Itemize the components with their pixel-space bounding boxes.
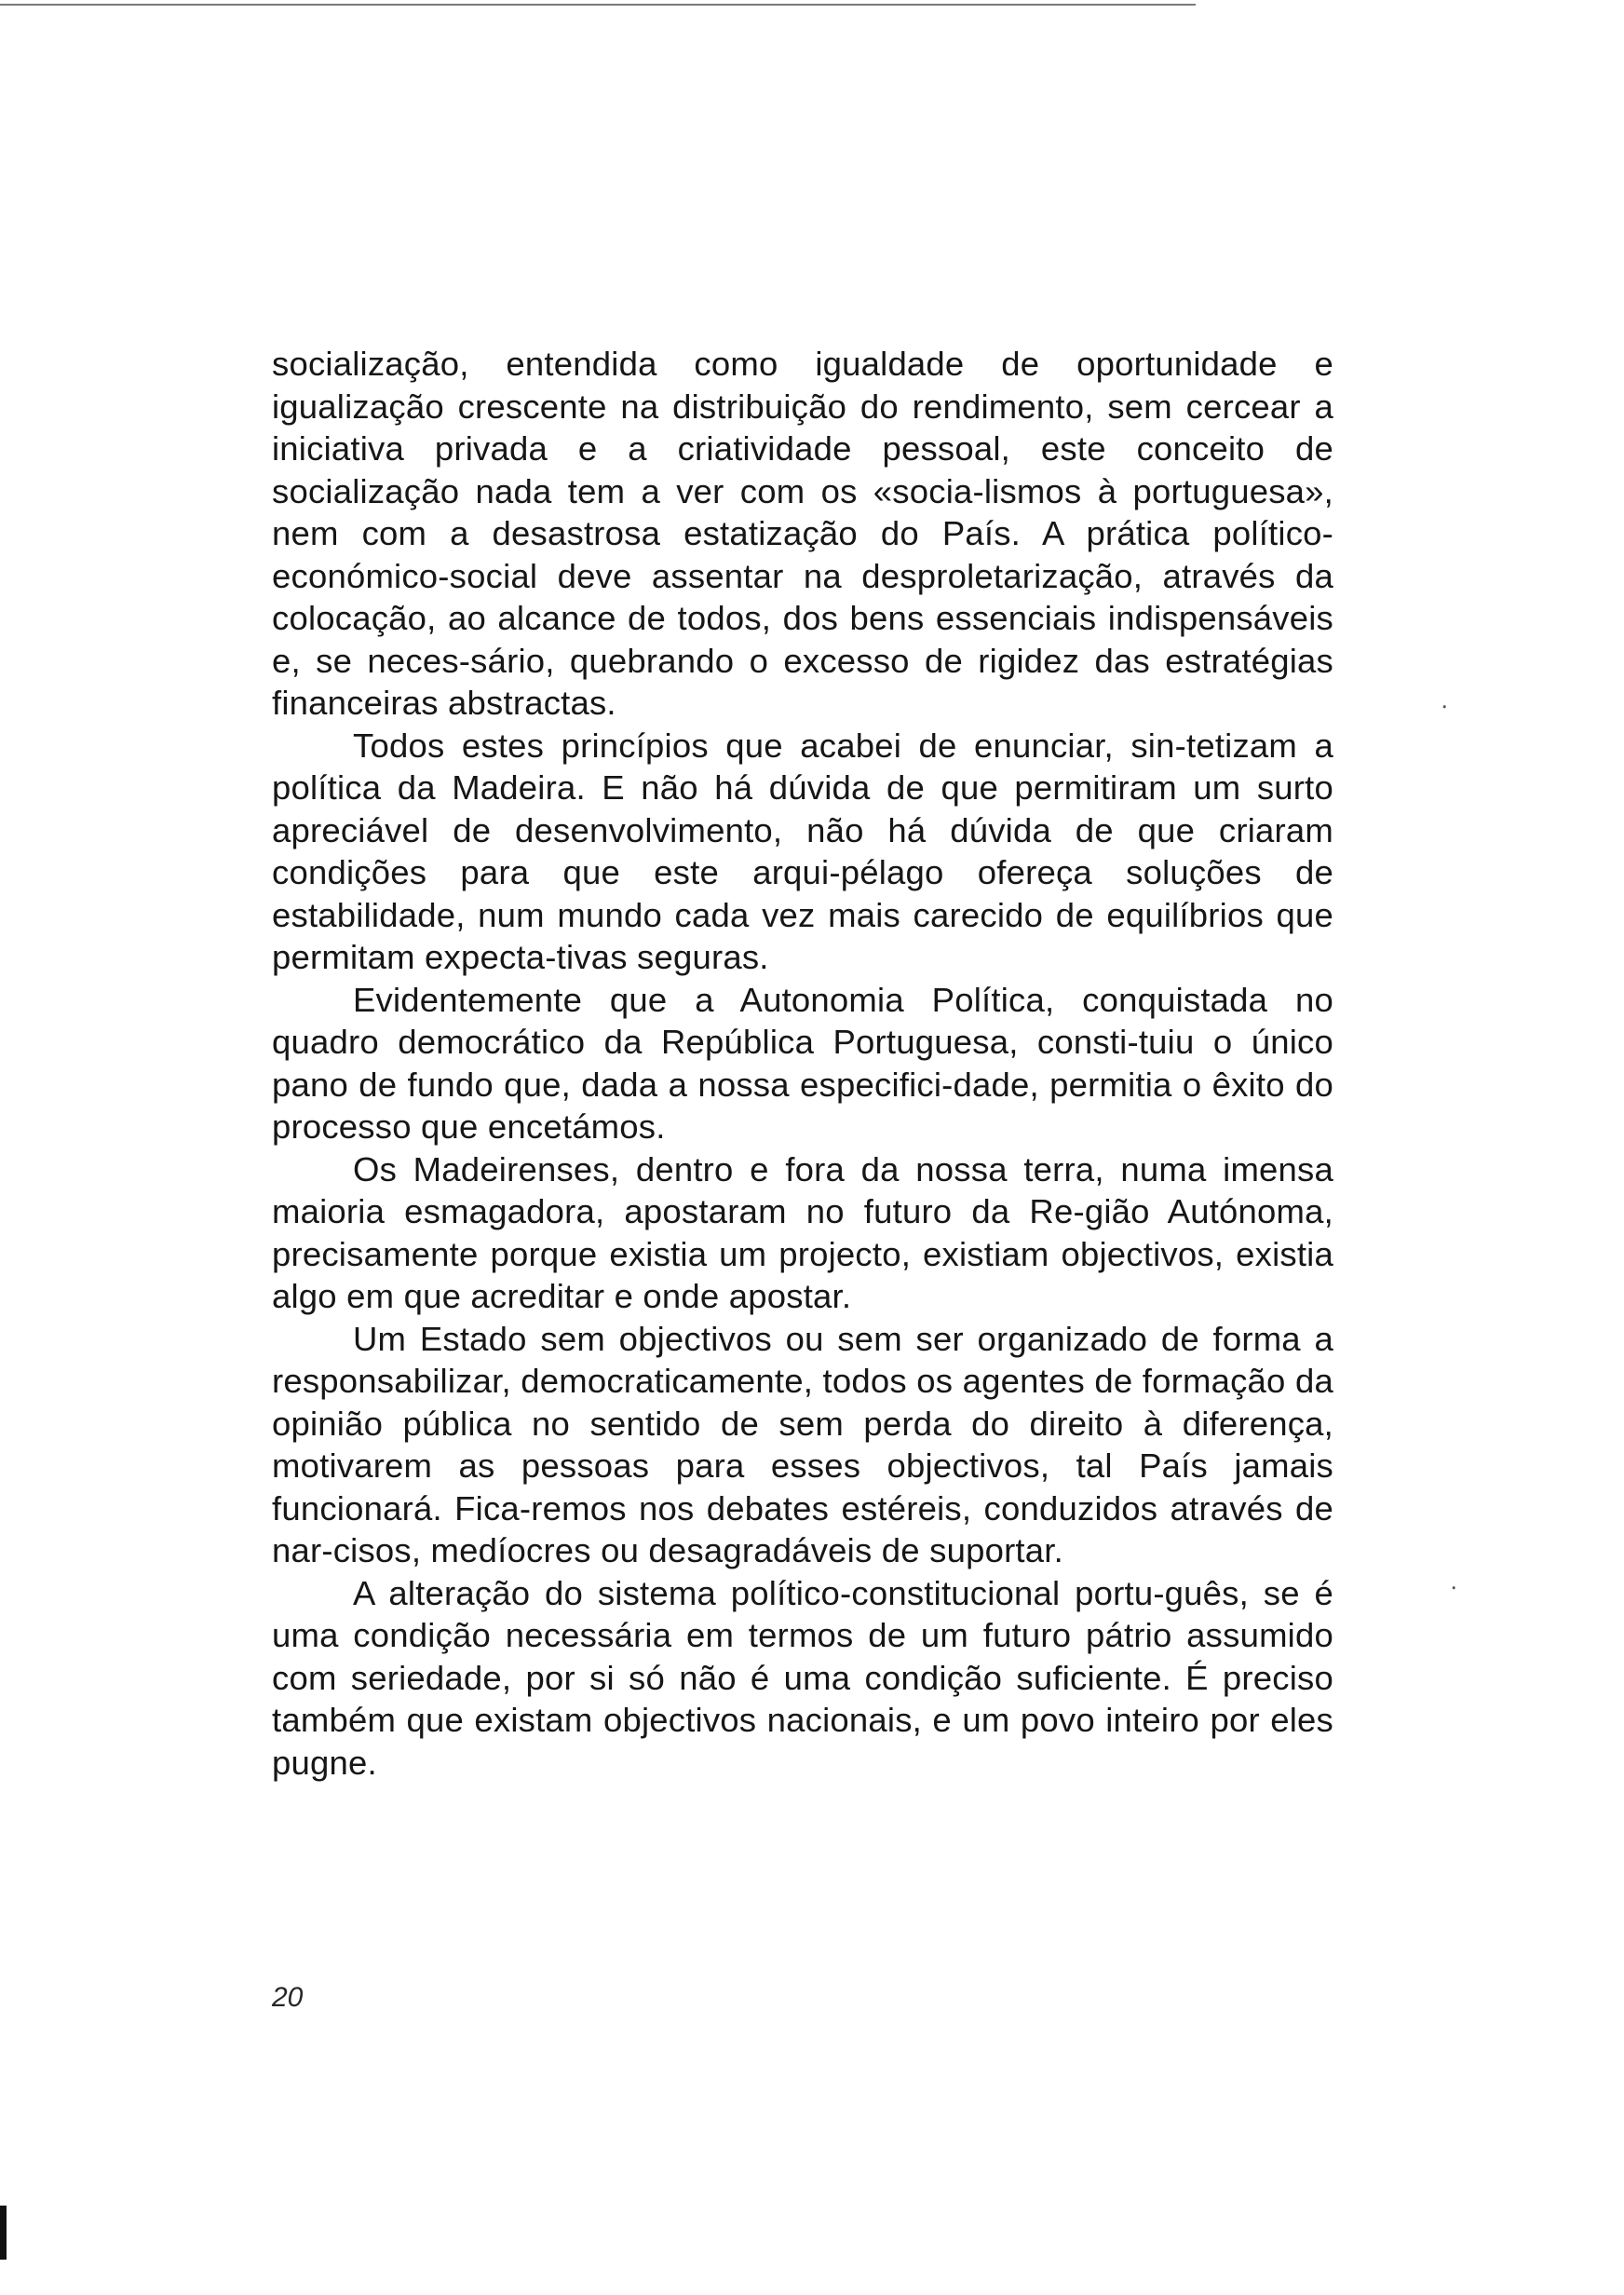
paragraph-2: Todos estes princípios que acabei de enunciar, sin-tetizam a política da Madeira. E não há dúvida de que permitiram um surto apreciável de desenvolvimento, não há dúvida de que criaram condições para que este arqui-pélago ofereça soluções de estabilidade, num mundo cada vez mais carecido de equilíbrios que permitam expecta-tivas seguras. <box>272 726 1333 976</box>
scan-speck-mark: ⸱ <box>1451 1575 1457 1601</box>
body-text <box>272 343 1333 1784</box>
paragraph-5: Um Estado sem objectivos ou sem ser organizado de forma a responsabilizar, democraticamente, todos os agentes de formação da opinião pública no sentido de sem perda do direito à diferença, motivarem as pessoas para esses objectivos, tal País jamais funcionará. Fica-remos nos debates estéreis, conduzidos através de nar-cisos, medíocres ou desagradáveis de suportar. <box>272 1319 1333 1569</box>
paragraph-1: socialização, entendida como igualdade de oportunidade e igualização crescente na distribuição do rendimento, sem cercear a iniciativa privada e a criatividade pessoal, este conceito de socialização nada tem a ver com os «socia-lismos à portuguesa», nem com a desastrosa estatização do País. A prática político-económico-social deve assentar na desproletarização, através da colocação, ao alcance de todos, dos bens essenciais indispensáveis e, se neces-sário, quebrando o excesso de rigidez das estratégias financeiras abstractas. <box>272 345 1333 722</box>
scan-edge-mark <box>0 2206 7 2260</box>
paragraph-3: Evidentemente que a Autonomia Política, conquistada no quadro democrático da República Portuguesa, consti-tuiu o único pano de fundo que, dada a nossa especifici-dade, permitia o êxito do processo que encetámos. <box>272 980 1333 1146</box>
page-number: 20 <box>272 1982 304 2013</box>
scan-top-rule <box>0 4 1196 6</box>
paragraph-4: Os Madeirenses, dentro e fora da nossa terra, numa imensa maioria esmagadora, apostaram no futuro da Re-gião Autónoma, precisamente porque existia um projecto, existiam objectivos, existia algo em que acreditar e onde apostar. <box>272 1149 1333 1315</box>
scan-speck-mark: ⸱ <box>1441 694 1448 720</box>
paragraph-6: A alteração do sistema político-constitucional portu-guês, se é uma condição necessária em termos de um futuro pátrio assumido com seriedade, por si só não é uma condição suficiente. É preciso também que existam objectivos nacionais, e um povo inteiro por eles pugne. <box>272 1573 1333 1782</box>
